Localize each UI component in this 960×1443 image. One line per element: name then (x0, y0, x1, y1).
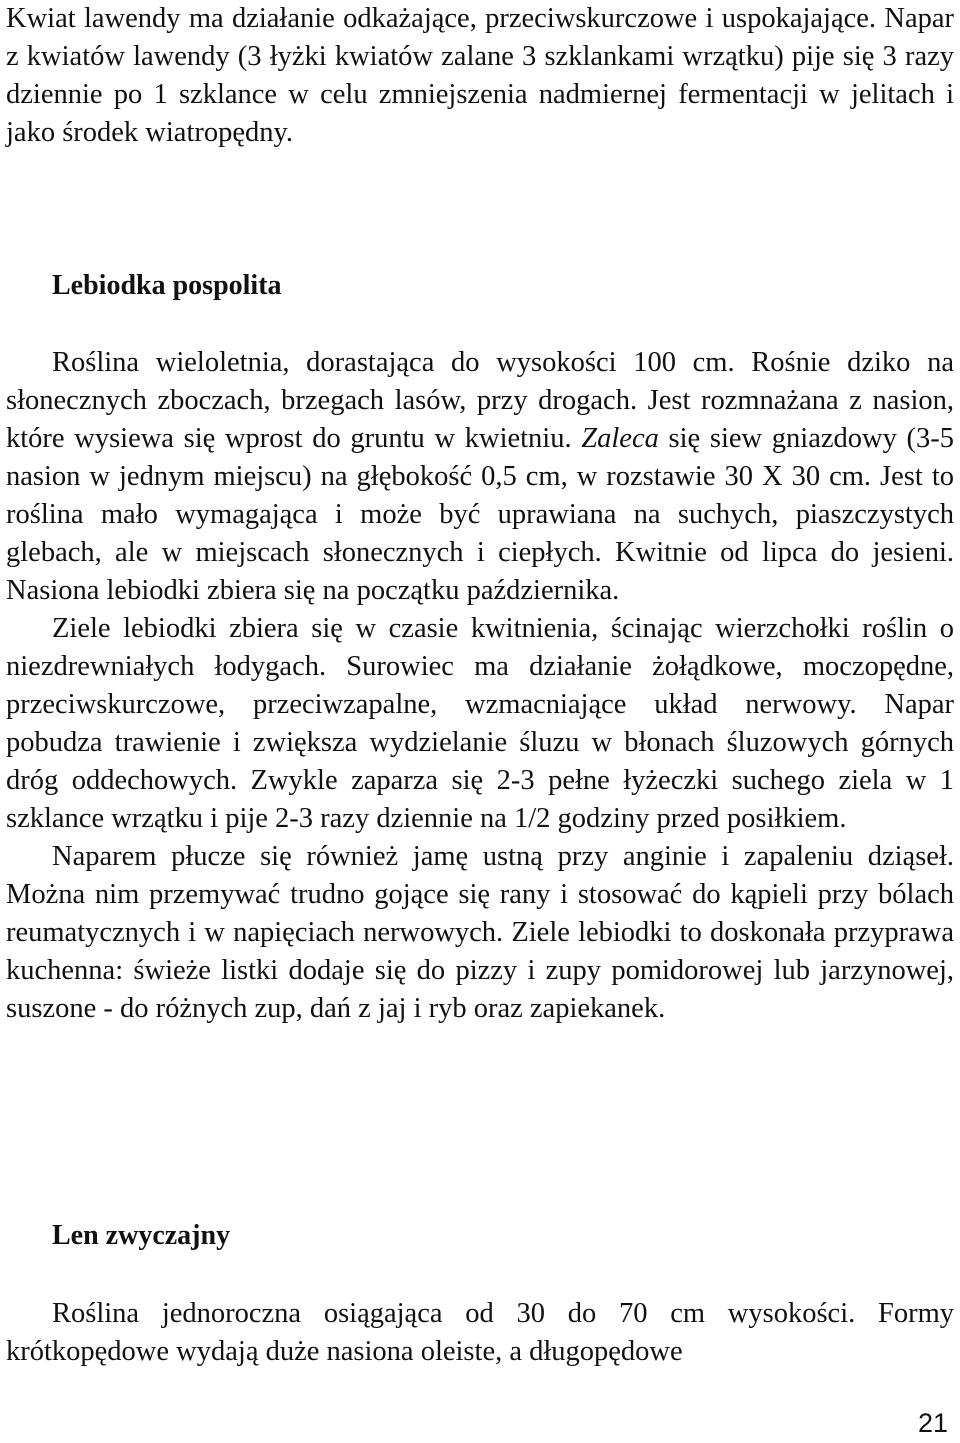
oregano-cultivation-text-2: się siew gniazdowy (3-5 nasion w jednym miejscu) na głębokość 0,5 cm, w rozstawie 30 X 30 cm. Jest to roślina mało wymagająca i może być uprawiana na suchych, piaszczystych glebach, ale w miejscach słonecznych i ciepłych. Kwitnie od lipca do jesieni. Nasiona lebiodki zbiera się na początku października. (6, 423, 954, 606)
oregano-paragraph-cultivation (6, 344, 954, 610)
oregano-heading: Lebiodka pospolita (52, 270, 282, 301)
flax-section (6, 1295, 954, 1371)
lavender-paragraph: Kwiat lawendy ma działanie odkażające, przeciwskurczowe i uspokajające. Napar z kwiatów lawendy (3 łyżki kwiatów zalane 3 szklankami wrzątku) pije się 3 razy dziennie po 1 szklance w celu zmniejszenia nadmiernej fermentacji w jelitach i jako środek wiatropędny. (6, 3, 954, 148)
page-number: 21 (917, 1408, 948, 1438)
lavender-section (6, 0, 954, 152)
oregano-cultivation-text-1: Roślina wieloletnia, dorastająca do wysokości 100 cm. Rośnie dziko na słonecznych zboczach, brzegach lasów, przy drogach. Jest rozmnażana z nasion, które wysiewa się wprost do gruntu w kwietniu. (6, 347, 954, 454)
oregano-section (6, 344, 954, 1028)
flax-paragraph: Roślina jednoroczna osiągająca od 30 do 70 cm wysokości. Formy krótkopędowe wydają duże nasiona oleiste, a długopędowe (6, 1298, 954, 1367)
oregano-paragraph-uses: Naparem płucze się również jamę ustną przy anginie i zapaleniu dziąseł. Można nim przemywać trudno gojące się rany i stosować do kąpieli przy bólach reumatycznych i w napięciach nerwowych. Ziele lebiodki to doskonała przyprawa kuchenna: świeże listki dodaje się do pizzy i zupy pomidorowej lub jarzynowej, suszone - do różnych zup, dań z jaj i ryb oraz zapiekanek. (6, 841, 954, 1024)
flax-heading: Len zwyczajny (52, 1220, 231, 1251)
oregano-paragraph-properties: Ziele lebiodki zbiera się w czasie kwitnienia, ścinając wierzchołki roślin o niezdrewniałych łodygach. Surowiec ma działanie żołądkowe, moczopędne, przeciwskurczowe, przeciwzapalne, wzmacniające układ nerwowy. Napar pobudza trawienie i zwiększa wydzielanie śluzu w błonach śluzowych górnych dróg oddechowych. Zwykle zaparza się 2-3 pełne łyżeczki suchego ziela w 1 szklance wrzątku i pije 2-3 razy dziennie na 1/2 godziny przed posiłkiem. (6, 613, 954, 834)
oregano-cultivation-italic: Zaleca (581, 423, 659, 454)
